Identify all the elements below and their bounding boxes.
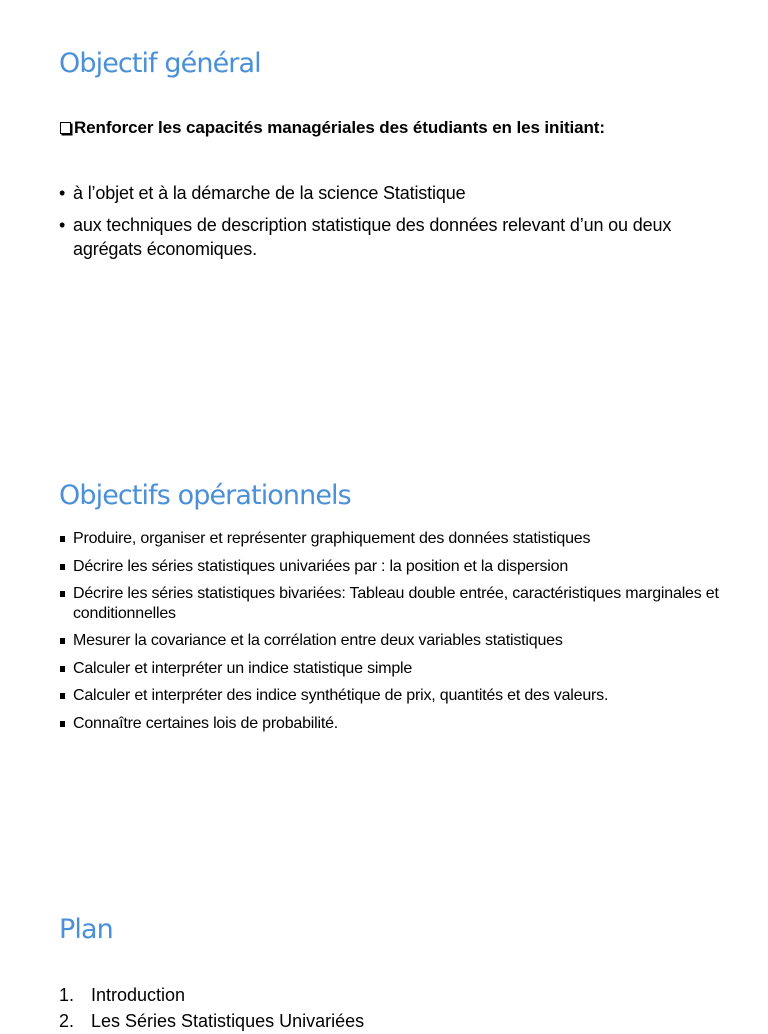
square-bullet-icon xyxy=(60,564,65,570)
list-item xyxy=(59,557,739,577)
list-item-number: 2. xyxy=(59,1011,75,1031)
objectif-general-lead xyxy=(59,117,605,139)
objectif-general-lead-text: Renforcer les capacités managériales des étudiants en les initiant: xyxy=(74,118,605,137)
list-item-number: 1. xyxy=(59,985,75,1005)
objectifs-operationnels-heading: Objectifs opérationnels xyxy=(59,480,351,511)
list-item-text: Introduction xyxy=(91,985,186,1005)
dot-bullet-icon: • xyxy=(59,215,66,235)
list-item-text: Les Séries Statistiques Univariées xyxy=(91,1011,365,1031)
list-item xyxy=(59,1008,364,1034)
objectif-general-list xyxy=(59,181,739,269)
list-item-text: Calculer et interpréter des indice synthétique de prix, quantités et des valeurs. xyxy=(73,687,609,704)
objectifs-operationnels-list xyxy=(59,529,739,741)
list-item xyxy=(59,659,739,679)
plan-list xyxy=(59,982,364,1034)
list-item-text: aux techniques de description statistique des données relevant d’un ou deux agrégats économiques. xyxy=(73,215,672,259)
list-item-text: Connaître certaines lois de probabilité. xyxy=(73,714,339,732)
list-item xyxy=(59,181,739,205)
list-item-text: Mesurer la covariance et la corrélation entre deux variables statistiques xyxy=(73,632,563,649)
plan-heading: Plan xyxy=(59,914,113,945)
square-bullet-icon xyxy=(60,536,65,542)
list-item xyxy=(59,714,739,734)
list-item xyxy=(59,982,364,1008)
list-item xyxy=(59,213,739,261)
square-bullet-icon xyxy=(60,666,65,672)
list-item-text: Produire, organiser et représenter graphiquement des données statistiques xyxy=(73,530,591,547)
list-item-text: Calculer et interpréter un indice statistique simple xyxy=(73,659,413,677)
dot-bullet-icon: • xyxy=(59,183,66,203)
list-item xyxy=(59,529,739,549)
hollow-square-bullet-icon xyxy=(60,122,71,134)
list-item-text: Décrire les séries statistiques univariées par : la position et la dispersion xyxy=(73,557,569,575)
list-item-text: à l’objet et à la démarche de la science Statistique xyxy=(73,183,466,203)
list-item-text: Décrire les séries statistiques bivariées: Tableau double entrée, caractéristiques marginales et conditionnelles xyxy=(73,585,719,622)
square-bullet-icon xyxy=(60,693,65,699)
square-bullet-icon xyxy=(60,721,65,727)
square-bullet-icon xyxy=(60,591,65,597)
list-item xyxy=(59,686,739,706)
list-item xyxy=(59,584,739,623)
objectif-general-heading: Objectif général xyxy=(59,48,261,79)
list-item xyxy=(59,631,739,651)
square-bullet-icon xyxy=(60,638,65,644)
